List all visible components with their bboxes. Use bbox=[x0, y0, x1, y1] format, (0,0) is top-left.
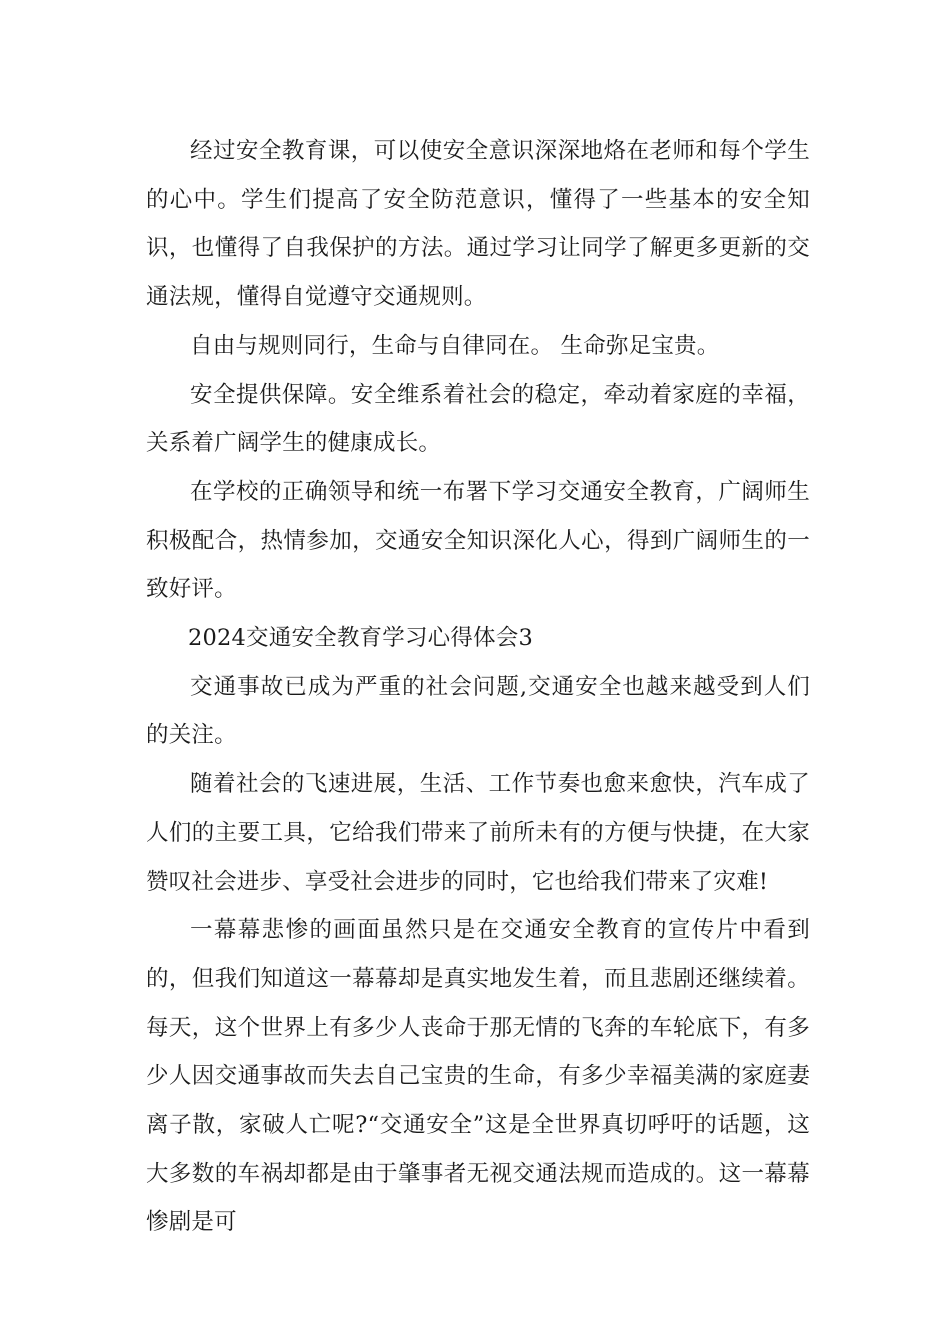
paragraph-tragic-scenes: 一幕幕悲惨的画面虽然只是在交通安全教育的宣传片中看到的，但我们知道这一幕幕却是真实地发生着，而且悲剧还继续着。每天，这个世界上有多少人丧命于那无情的飞奔的车轮底下，有多少人因交通事故而失去自己宝贵的生命，有多少幸福美满的家庭妻离子散，家破人亡呢?“交通安全”这是全世界真切呼吁的话题，这大多数的车祸却都是由于肇事者无视交通法规而造成的。这一幕幕惨剧是可 bbox=[146, 917, 810, 1236]
section-heading: 2024交通安全教育学习心得体会3 bbox=[188, 625, 533, 652]
paragraph-freedom-rules: 自由与规则同行，生命与自律同在。 生命弥足宝贵。 bbox=[190, 332, 720, 359]
paragraph-social-progress: 随着社会的飞速进展，生活、工作节奏也愈来愈快，汽车成了人们的主要工具，它给我们带来了前所未有的方便与快捷，在大家赞叹社会进步、享受社会进步的同时，它也给我们带来了灾难! bbox=[146, 771, 810, 895]
paragraph-safety-guarantee: 安全提供保障。安全维系着社会的稳定，牵动着家庭的幸福，关系着广阔学生的健康成长。 bbox=[146, 381, 810, 457]
paragraph-safety-education: 经过安全教育课，可以使安全意识深深地烙在老师和每个学生的心中。学生们提高了安全防范意识，懂得了一些基本的安全知识，也懂得了自我保护的方法。通过学习让同学了解更多更新的交通法规，懂得自觉遵守交通规则。 bbox=[146, 138, 810, 311]
paragraph-traffic-accidents: 交通事故已成为严重的社会问题,交通安全也越来越受到人们的关注。 bbox=[146, 673, 810, 749]
paragraph-school-leadership: 在学校的正确领导和统一布署下学习交通安全教育，广阔师生积极配合，热情参加，交通安全知识深化人心，得到广阔师生的一致好评。 bbox=[146, 478, 810, 603]
document-body bbox=[146, 127, 810, 1247]
